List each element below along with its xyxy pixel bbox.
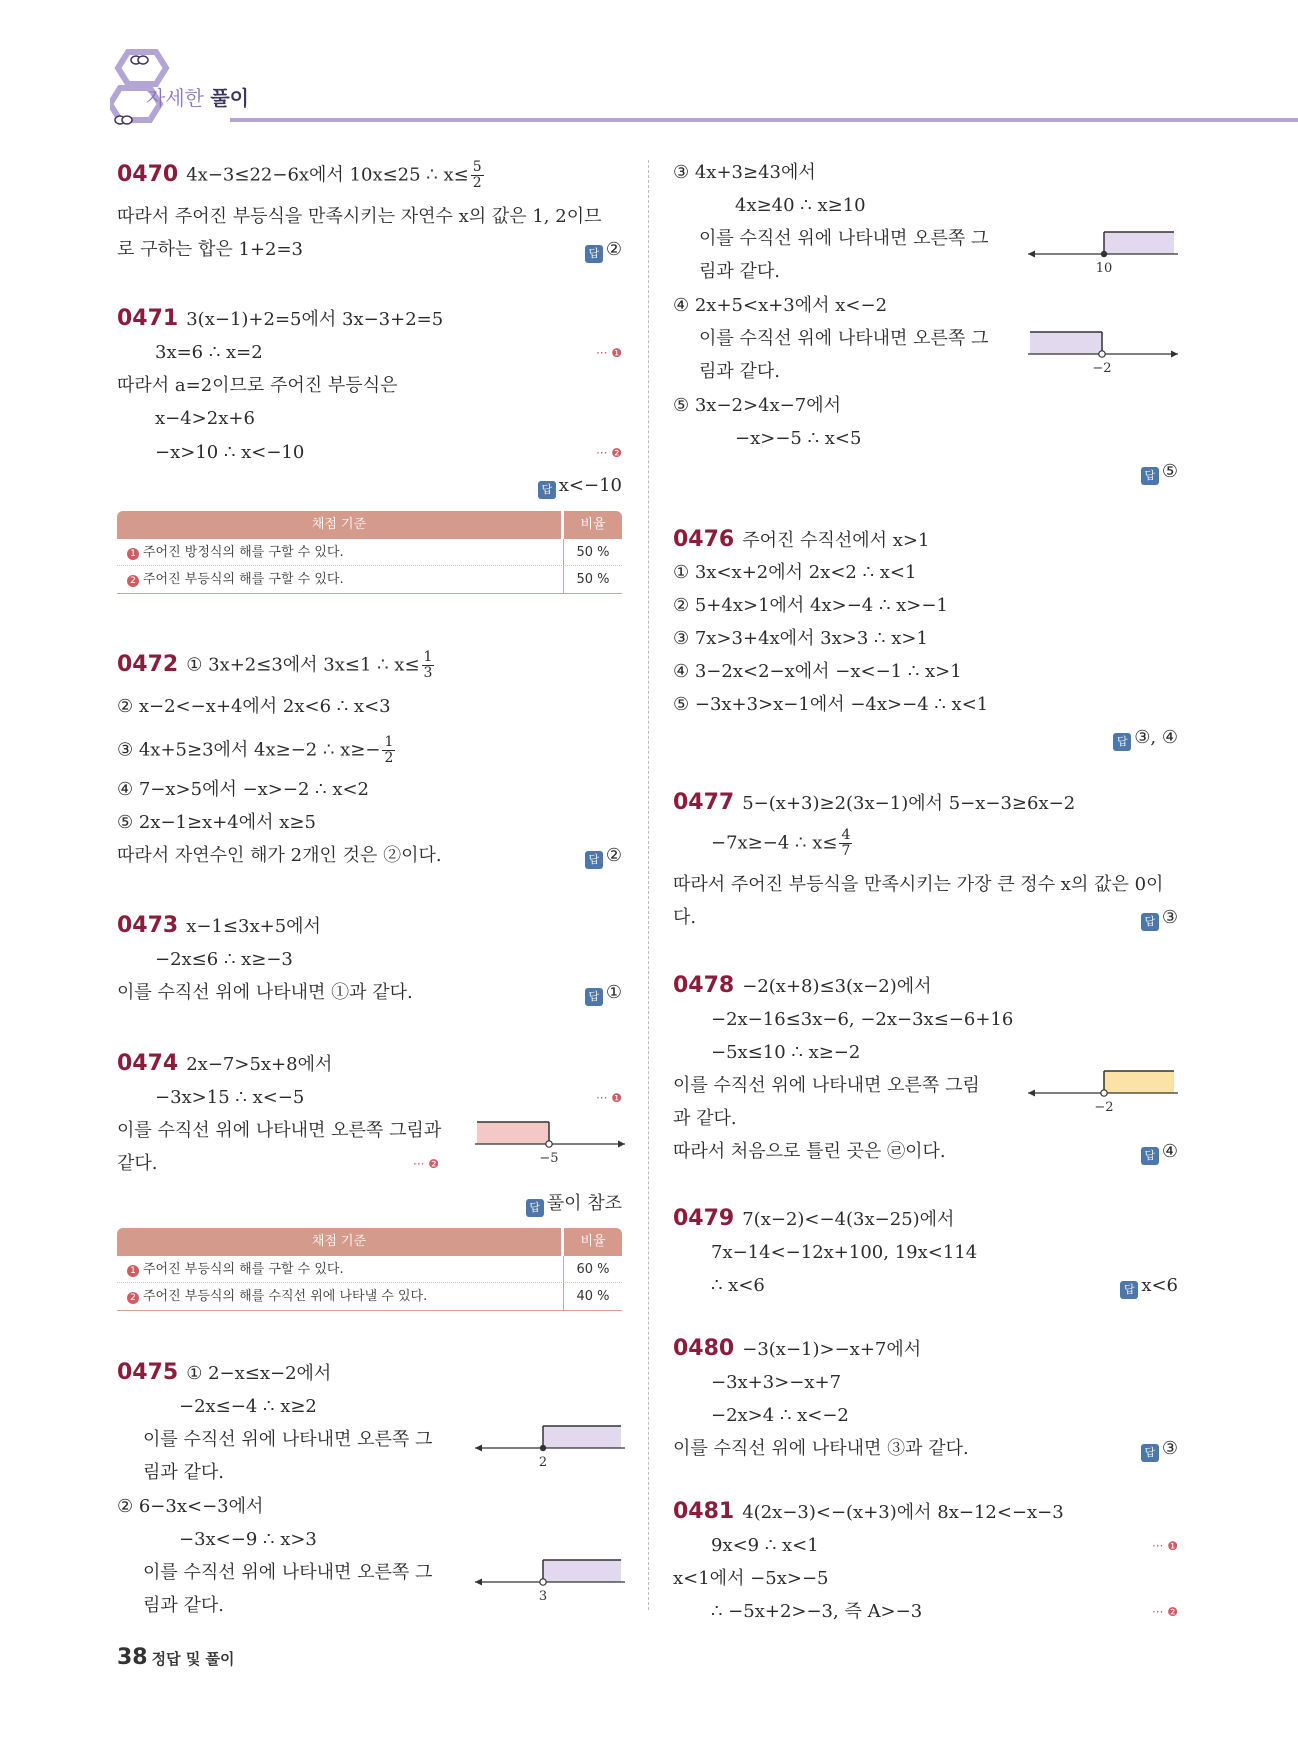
solution-region bbox=[1104, 1071, 1174, 1093]
solution-text: −2x−16≤3x−6, −2x−3x≤−6+16 bbox=[711, 1009, 1014, 1030]
open-point bbox=[546, 1141, 552, 1147]
problem-number: 0478 bbox=[673, 973, 735, 998]
scoring-table-header bbox=[117, 511, 622, 539]
solution-text: 이를 수직선 위에 나타내면 오른쪽 그 bbox=[143, 1429, 433, 1450]
solution-text: 이를 수직선 위에 나타내면 오른쪽 그림과 bbox=[117, 1120, 442, 1141]
number-line-diagram bbox=[475, 1424, 625, 1472]
solution-text: 과 같다. bbox=[673, 1108, 737, 1129]
problem-number: 0474 bbox=[117, 1051, 179, 1076]
number-line-diagram bbox=[1028, 1069, 1178, 1117]
solution-text: 4x−3≤22−6x에서 10x≤25 ∴ x≤ bbox=[186, 164, 469, 186]
solution-region bbox=[1104, 232, 1174, 254]
step-marker-1: ··· ❶ bbox=[595, 1091, 622, 1105]
criteria-text: 주어진 부등식의 해를 수직선 위에 나타낼 수 있다. bbox=[143, 1289, 428, 1304]
step-marker-2: ··· ❷ bbox=[595, 446, 622, 460]
solution-text: ⑤ −3x+3>x−1에서 −4x>−4 ∴ x<1 bbox=[673, 694, 989, 715]
scoring-row bbox=[117, 539, 622, 566]
solution-text: 따라서 주어진 부등식을 만족시키는 가장 큰 정수 x의 값은 0이 bbox=[673, 874, 1164, 895]
tick-label: −2 bbox=[1092, 361, 1112, 376]
step-bullet: 2 bbox=[127, 1292, 139, 1304]
solution-text: 3x=6 ∴ x=2 bbox=[155, 342, 263, 363]
tick-label: 3 bbox=[538, 1589, 548, 1604]
problem-0475-line1 bbox=[117, 1360, 331, 1387]
answer-0479 bbox=[1120, 1273, 1178, 1299]
fraction: $\frac{5}{2}$ bbox=[472, 159, 482, 191]
footer-label: 정답 및 풀이 bbox=[151, 1650, 235, 1668]
scoring-row bbox=[117, 1283, 622, 1310]
answer-icon: 답 bbox=[585, 245, 603, 263]
tick-label: 10 bbox=[1095, 261, 1113, 276]
ratio-value: 50 % bbox=[576, 572, 610, 587]
answer-value: x<−10 bbox=[558, 475, 622, 496]
fraction: $\frac{1}{2}$ bbox=[384, 734, 394, 766]
solution-region bbox=[1030, 332, 1102, 354]
answer-value: ④ bbox=[1161, 1141, 1178, 1162]
open-point bbox=[1101, 1090, 1107, 1096]
answer-icon: 답 bbox=[1120, 1281, 1138, 1299]
problem-0472-line1 bbox=[117, 650, 434, 681]
closed-point bbox=[540, 1445, 546, 1451]
solution-text-with-fraction: −7x≥−4 ∴ x≤ $\frac{4}{7}$ bbox=[711, 827, 851, 859]
solution-text: ④ 3−2x<2−x에서 −x<−1 ∴ x>1 bbox=[673, 661, 962, 682]
problem-number: 0479 bbox=[673, 1206, 735, 1231]
answer-0470 bbox=[585, 237, 622, 263]
answer-value: ③, ④ bbox=[1134, 727, 1178, 748]
step-bullet: 1 bbox=[127, 548, 139, 560]
solution-text: 따라서 처음으로 틀린 곳은 ㉣이다. bbox=[673, 1141, 946, 1162]
criteria-text: 주어진 방정식의 해를 구할 수 있다. bbox=[143, 545, 344, 560]
solution-region bbox=[543, 1426, 621, 1448]
problem-0479-line1 bbox=[673, 1206, 954, 1233]
answer-value: ③ bbox=[1161, 907, 1178, 928]
page-header bbox=[110, 48, 1298, 138]
solution-text: 3(x−1)+2=5에서 3x−3+2=5 bbox=[186, 309, 444, 330]
solution-text: −2x>4 ∴ x<−2 bbox=[711, 1405, 849, 1426]
answer-icon: 답 bbox=[1141, 913, 1159, 931]
answer-value: ② bbox=[605, 239, 622, 260]
solution-text: 따라서 주어진 부등식을 만족시키는 자연수 x의 값은 1, 2이므 bbox=[117, 206, 602, 227]
solution-text: −x>−5 ∴ x<5 bbox=[735, 428, 862, 449]
problem-0473-line1 bbox=[117, 913, 321, 940]
solution-text: ① 2−x≤x−2에서 bbox=[186, 1363, 332, 1384]
step-bullet: 2 bbox=[127, 575, 139, 587]
problem-0476-line1 bbox=[673, 527, 929, 554]
answer-value: ③ bbox=[1161, 1438, 1178, 1459]
solution-text: 이를 수직선 위에 나타내면 ①과 같다. bbox=[117, 982, 413, 1003]
problem-number: 0481 bbox=[673, 1499, 735, 1524]
criteria-header: 채점 기준 bbox=[117, 1228, 561, 1256]
solution-text: ③ 4x+3≥43에서 bbox=[673, 162, 816, 183]
answer-value: 풀이 참조 bbox=[546, 1193, 622, 1214]
solution-text-with-fraction: ③ 4x+5≥3에서 4x≥−2 ∴ x≥− $\frac{1}{2}$ bbox=[117, 734, 394, 766]
solution-text: −3(x−1)>−x+7에서 bbox=[742, 1339, 922, 1360]
problem-0470-line1 bbox=[117, 160, 484, 191]
number-line-diagram bbox=[475, 1558, 625, 1606]
page-footer bbox=[117, 1645, 235, 1670]
answer-0478 bbox=[1141, 1139, 1178, 1165]
solution-text: x−1≤3x+5에서 bbox=[186, 916, 321, 937]
tick-label: −5 bbox=[539, 1151, 559, 1166]
criteria-text: 주어진 부등식의 해를 구할 수 있다. bbox=[143, 1262, 344, 1277]
solution-text: ∴ x<6 bbox=[711, 1275, 765, 1296]
answer-icon: 답 bbox=[538, 481, 556, 499]
answer-0474 bbox=[526, 1191, 622, 1217]
number-line-diagram bbox=[475, 1120, 625, 1168]
solution-text: −5x≤10 ∴ x≥−2 bbox=[711, 1042, 861, 1063]
answer-icon: 답 bbox=[526, 1199, 544, 1217]
solution-text: 다. bbox=[673, 907, 697, 928]
problem-number: 0480 bbox=[673, 1336, 735, 1361]
closed-point bbox=[1101, 251, 1107, 257]
page-number: 38 bbox=[117, 1645, 148, 1670]
solution-text: ④ 2x+5<x+3에서 x<−2 bbox=[673, 295, 888, 316]
answer-value: x<6 bbox=[1141, 1275, 1178, 1296]
solution-text: 7x−14<−12x+100, 19x<114 bbox=[711, 1242, 978, 1263]
tick-label: −2 bbox=[1094, 1100, 1114, 1115]
scoring-row bbox=[117, 566, 622, 593]
problem-0477-line1 bbox=[673, 790, 1075, 817]
solution-text: 따라서 자연수인 해가 2개인 것은 ②이다. bbox=[117, 845, 442, 866]
solution-text: 9x<9 ∴ x<1 bbox=[711, 1535, 819, 1556]
answer-0476 bbox=[1113, 725, 1178, 751]
scoring-table-header bbox=[117, 1228, 622, 1256]
solution-text: 림과 같다. bbox=[699, 261, 780, 282]
problem-0474-line1 bbox=[117, 1051, 332, 1078]
solution-text: 5−(x+3)≥2(3x−1)에서 5−x−3≥6x−2 bbox=[742, 793, 1076, 814]
solution-text: 이를 수직선 위에 나타내면 ③과 같다. bbox=[673, 1438, 969, 1459]
header-title-bold: 풀이 bbox=[210, 86, 249, 110]
solution-text: ③ 7x>3+4x에서 3x>3 ∴ x>1 bbox=[673, 628, 928, 649]
solution-text: −2(x+8)≤3(x−2)에서 bbox=[742, 976, 932, 997]
header-title-light: 자세한 bbox=[146, 86, 204, 110]
solution-region bbox=[543, 1560, 621, 1582]
solution-text: 림과 같다. bbox=[699, 361, 780, 382]
scoring-table bbox=[117, 511, 622, 594]
answer-icon: 답 bbox=[585, 988, 603, 1006]
open-point bbox=[540, 1579, 546, 1585]
problem-number: 0477 bbox=[673, 790, 735, 815]
answer-value: ② bbox=[605, 845, 622, 866]
solution-text: x−4>2x+6 bbox=[155, 408, 255, 429]
solution-text: 7(x−2)<−4(3x−25)에서 bbox=[742, 1209, 955, 1230]
header-rule bbox=[230, 118, 1298, 122]
problem-number: 0475 bbox=[117, 1360, 179, 1385]
solution-text: 같다. bbox=[117, 1153, 158, 1174]
ratio-header: 비율 bbox=[564, 1228, 622, 1256]
scoring-row bbox=[117, 1256, 622, 1283]
problem-0481-line1 bbox=[673, 1499, 1064, 1526]
scoring-table bbox=[117, 1228, 622, 1311]
answer-0471 bbox=[538, 473, 622, 499]
problem-number: 0473 bbox=[117, 913, 179, 938]
solution-text: 주어진 수직선에서 x>1 bbox=[742, 530, 930, 551]
criteria-text: 주어진 부등식의 해를 구할 수 있다. bbox=[143, 572, 344, 587]
answer-icon: 답 bbox=[1141, 1147, 1159, 1165]
answer-icon: 답 bbox=[1141, 467, 1159, 485]
problem-number: 0472 bbox=[117, 651, 179, 677]
problem-0471-line1 bbox=[117, 306, 443, 333]
answer-icon: 답 bbox=[585, 851, 603, 869]
solution-text: −3x<−9 ∴ x>3 bbox=[179, 1529, 317, 1550]
fraction: $\frac{1}{3}$ bbox=[423, 649, 433, 681]
fraction: $\frac{4}{7}$ bbox=[841, 827, 851, 859]
solution-text: −3x>15 ∴ x<−5 bbox=[155, 1087, 305, 1108]
answer-value: ⑤ bbox=[1161, 461, 1178, 482]
solution-text: x<1에서 −5x>−5 bbox=[673, 1568, 829, 1589]
solution-text: −2x≤−4 ∴ x≥2 bbox=[179, 1396, 317, 1417]
step-marker-1: ··· ❶ bbox=[595, 346, 622, 360]
number-line-diagram bbox=[1028, 330, 1178, 378]
answer-0472 bbox=[585, 843, 622, 869]
ratio-value: 60 % bbox=[576, 1262, 610, 1277]
step-marker-2: ··· ❷ bbox=[1151, 1605, 1178, 1619]
criteria-header: 채점 기준 bbox=[117, 511, 561, 539]
solution-text: −3x+3>−x+7 bbox=[711, 1372, 842, 1393]
solution-text: ② x−2<−x+4에서 2x<6 ∴ x<3 bbox=[117, 696, 391, 717]
solution-text: 이를 수직선 위에 나타내면 오른쪽 그 bbox=[699, 228, 989, 249]
column-divider bbox=[648, 160, 649, 1610]
ratio-value: 40 % bbox=[576, 1289, 610, 1304]
solution-text: 이를 수직선 위에 나타내면 오른쪽 그 bbox=[699, 328, 989, 349]
solution-text: 4(2x−3)<−(x+3)에서 8x−12<−x−3 bbox=[742, 1502, 1064, 1523]
tick-label: 2 bbox=[538, 1455, 548, 1470]
answer-0480 bbox=[1141, 1436, 1178, 1462]
ratio-header: 비율 bbox=[564, 511, 622, 539]
solution-text: ④ 7−x>5에서 −x>−2 ∴ x<2 bbox=[117, 779, 370, 800]
solution-text: ① 3x<x+2에서 2x<2 ∴ x<1 bbox=[673, 562, 917, 583]
solution-text: 2x−7>5x+8에서 bbox=[186, 1054, 333, 1075]
answer-value: ① bbox=[605, 982, 622, 1003]
solution-text: 로 구하는 합은 1+2=3 bbox=[117, 239, 304, 260]
problem-number: 0470 bbox=[117, 161, 179, 187]
ratio-value: 50 % bbox=[576, 545, 610, 560]
answer-0473 bbox=[585, 980, 622, 1006]
solution-text: 림과 같다. bbox=[143, 1595, 224, 1616]
solution-text: −2x≤6 ∴ x≥−3 bbox=[155, 949, 293, 970]
problem-number: 0476 bbox=[673, 527, 735, 552]
answer-0475 bbox=[1141, 459, 1178, 485]
answer-icon: 답 bbox=[1141, 1444, 1159, 1462]
answer-0477 bbox=[1141, 905, 1178, 931]
problem-0480-line1 bbox=[673, 1336, 921, 1363]
header-title bbox=[146, 82, 249, 111]
problem-0478-line1 bbox=[673, 973, 932, 1000]
solution-text: ② 5+4x>1에서 4x>−4 ∴ x>−1 bbox=[673, 595, 948, 616]
answer-icon: 답 bbox=[1113, 733, 1131, 751]
number-line-diagram bbox=[1028, 230, 1178, 278]
step-marker-1: ··· ❶ bbox=[1151, 1539, 1178, 1553]
solution-text: 이를 수직선 위에 나타내면 오른쪽 그림 bbox=[673, 1075, 980, 1096]
problem-number: 0471 bbox=[117, 306, 179, 331]
solution-text: ⑤ 3x−2>4x−7에서 bbox=[673, 395, 841, 416]
solution-text: ② 6−3x<−3에서 bbox=[117, 1496, 264, 1517]
solution-text: 따라서 a=2이므로 주어진 부등식은 bbox=[117, 375, 398, 396]
solution-text: 이를 수직선 위에 나타내면 오른쪽 그 bbox=[143, 1562, 433, 1583]
solution-text: −x>10 ∴ x<−10 bbox=[155, 442, 305, 463]
step-marker-2: ··· ❷ bbox=[413, 1157, 440, 1171]
solution-text: 림과 같다. bbox=[143, 1462, 224, 1483]
solution-text: ① 3x+2≤3에서 3x≤1 ∴ x≤ bbox=[186, 654, 420, 676]
solution-text: ⑤ 2x−1≥x+4에서 x≥5 bbox=[117, 812, 316, 833]
solution-region bbox=[477, 1122, 549, 1144]
solution-text: ∴ −5x+2>−3, 즉 A>−3 bbox=[711, 1601, 923, 1622]
solution-text: 4x≥40 ∴ x≥10 bbox=[735, 195, 866, 216]
step-bullet: 1 bbox=[127, 1265, 139, 1277]
open-point bbox=[1099, 351, 1105, 357]
